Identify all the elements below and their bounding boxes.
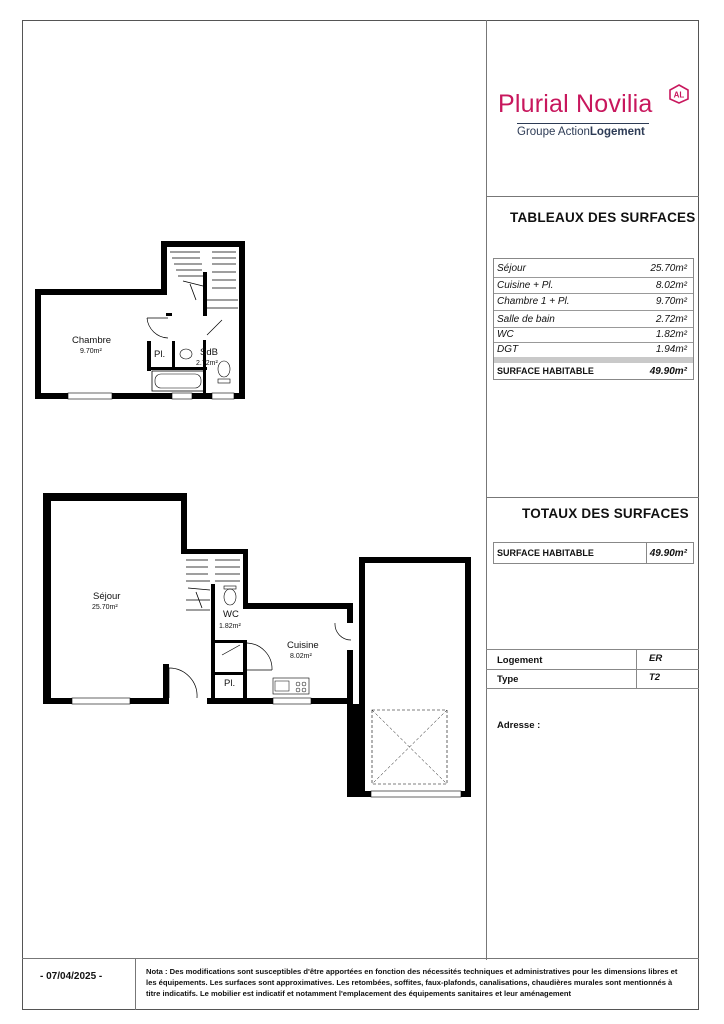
room-area-cuisine: 8.02m² xyxy=(290,653,312,660)
room-area-sejour: 25.70m² xyxy=(92,604,118,611)
logo-rule xyxy=(517,123,649,124)
brand-logo-text: Plurial Novilia xyxy=(498,90,653,118)
room-label-placard: Pl. xyxy=(224,678,236,689)
totals-table: SURFACE HABITABLE 49.90m² xyxy=(493,542,694,564)
al-badge-icon xyxy=(669,84,689,104)
room-area-chambre: 9.70m² xyxy=(80,348,102,355)
group-logo-text: Groupe ActionLogement xyxy=(517,126,645,138)
room-label-wc: WC xyxy=(223,609,239,620)
document-date: - 07/04/2025 - xyxy=(40,971,103,982)
address-label: Adresse : xyxy=(497,720,541,731)
svg-text:AL: AL xyxy=(673,90,685,100)
surfaces-divider xyxy=(486,497,699,498)
room-label-sejour: Séjour xyxy=(93,591,121,602)
room-label-chambre: Chambre xyxy=(72,335,112,346)
sidebar-divider xyxy=(486,20,487,960)
footer-date-divider xyxy=(135,958,136,1010)
room-label-placard: Pl. xyxy=(154,349,166,360)
surfaces-table-title: TABLEAUX DES SURFACES xyxy=(510,210,696,225)
totals-title: TOTAUX DES SURFACES xyxy=(522,506,689,521)
room-label-cuisine: Cuisine xyxy=(287,640,319,651)
surfaces-table: Séjour 25.70m² Cuisine + Pl. 8.02m² Chambre 1 + Pl. 9.70m² Salle de bain 2.72m² WC 1.82m² DGT 1.94m² SURFACE HABITABLE 49.90m² xyxy=(493,258,694,380)
disclaimer-note: Nota : Des modifications sont susceptibles d'être apportées en fonction des nécessités techniques et administratives pour les dimensions libres et les équipements. Les surfaces sont approximatives. Les retombées, soffites, faux-plafonds, canalisations, chaudières murales sont mentionnés à titre indicatifs. Le mobilier est indicatif et notamment l'emplacement des équipements sanitaires et leur aménagement xyxy=(146,967,678,998)
logo-divider xyxy=(486,196,699,197)
room-label-sdb: SdB xyxy=(200,347,218,358)
room-area-sdb: 2.72m² xyxy=(196,360,218,367)
info-table: Logement ER Type T2 xyxy=(486,649,699,689)
room-area-wc: 1.82m² xyxy=(219,623,241,630)
